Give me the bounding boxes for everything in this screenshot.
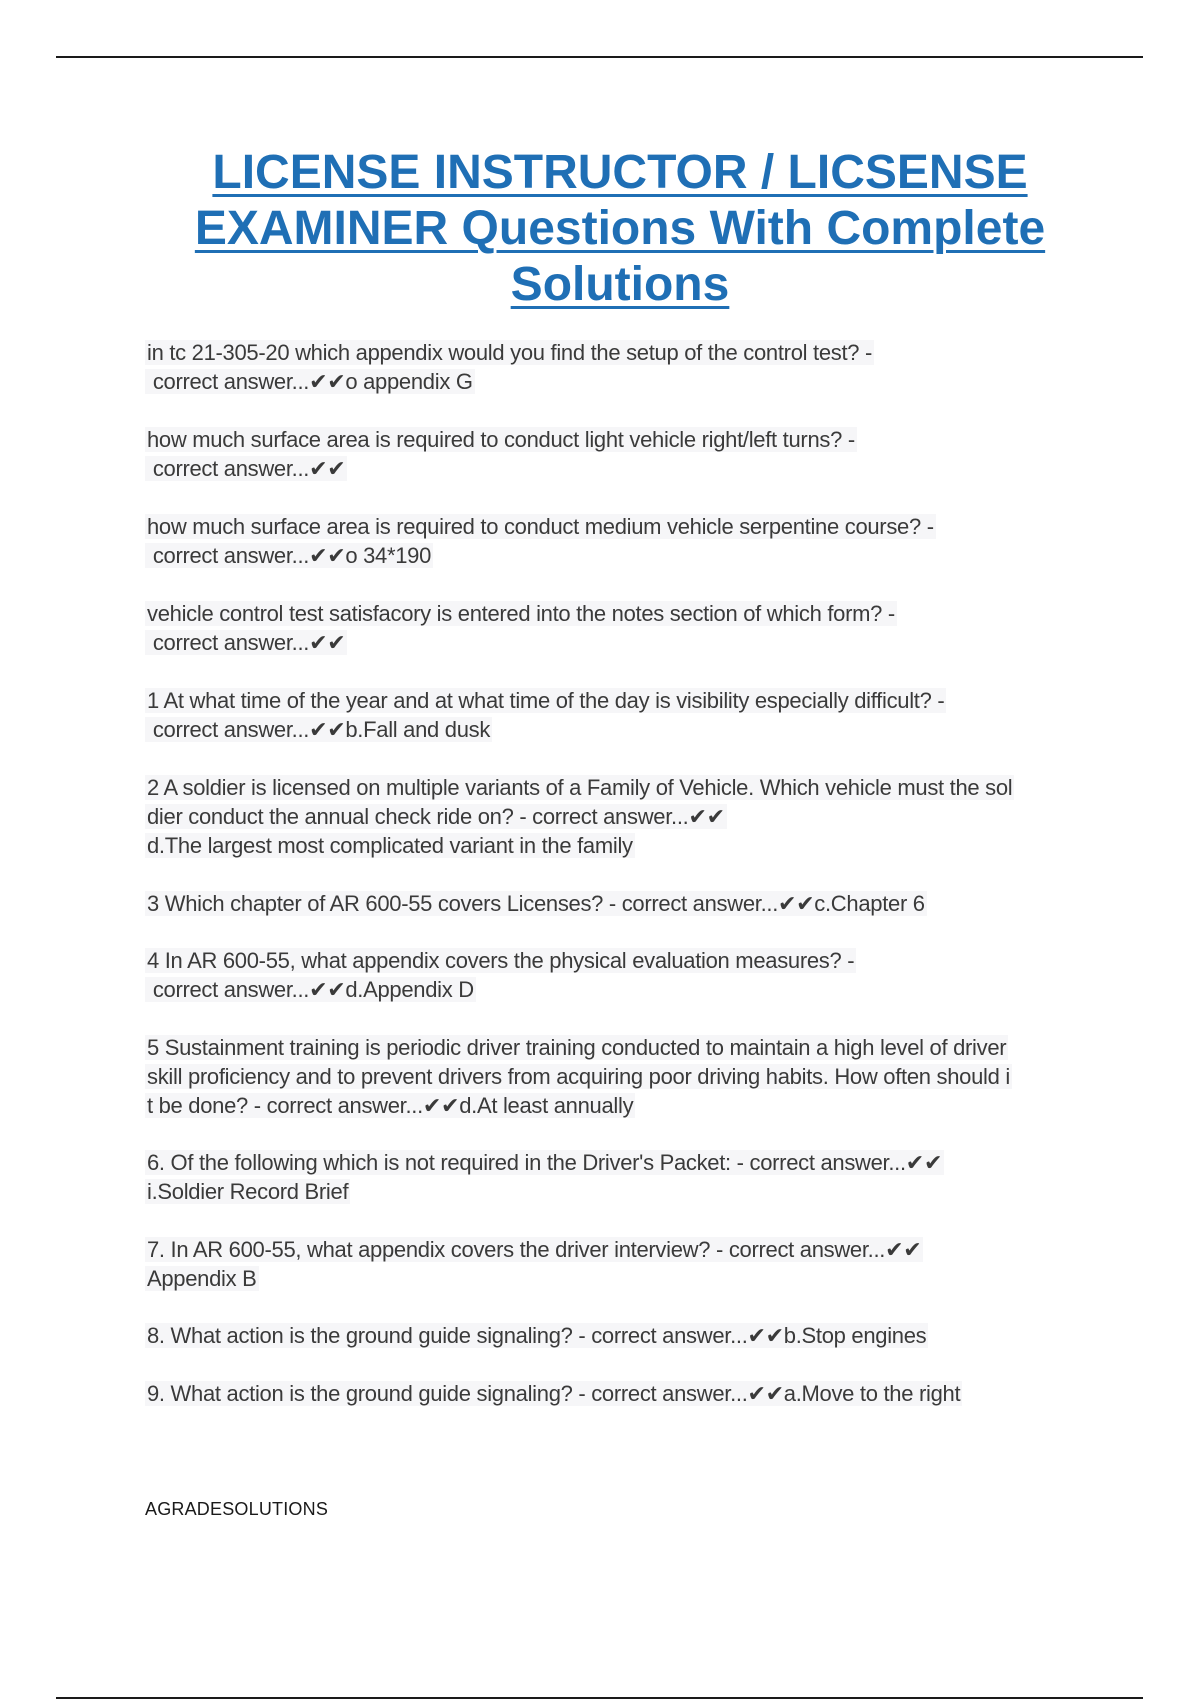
qa-item-11 [145,1235,1095,1293]
qa-text: how much surface area is required to conduct medium vehicle serpentine course? - correct answer...✔✔o 34*190 [147,514,934,568]
qa-item-12 [145,1321,1095,1350]
qa-text: 4 In AR 600-55, what appendix covers the physical evaluation measures? - correct answer...✔✔d.Appendix D [147,948,855,1002]
title-line-2: EXAMINER Questions With Complete [194,202,1046,255]
qa-item-4 [145,599,1095,657]
qa-item-9 [145,1033,1095,1120]
qa-item-13 [145,1379,1095,1408]
qa-item-3 [145,512,1095,570]
footer-brand: AGRADESOLUTIONS [145,1499,329,1519]
qa-text: 3 Which chapter of AR 600-55 covers Licenses? - correct answer...✔✔c.Chapter 6 [147,891,925,916]
qa-item-7 [145,889,1095,918]
qa-item-5 [145,686,1095,744]
qa-text: 9. What action is the ground guide signaling? - correct answer...✔✔a.Move to the right [147,1381,961,1406]
qa-item-1 [145,338,1095,396]
qa-text: vehicle control test satisfacory is entered into the notes section of which form? - correct answer...✔✔ [147,601,895,655]
qa-text: 1 At what time of the year and at what time of the day is visibility especially difficult? - correct answer...✔✔b.Fall and dusk [147,688,945,742]
title-line-1: LICENSE INSTRUCTOR / LICSENSE [212,146,1028,199]
qa-text: 2 A soldier is licensed on multiple variants of a Family of Vehicle. Which vehicle must the sol dier conduct the annual check ride on? - correct answer...✔✔ d.The largest most complicated variant in the family [147,775,1013,858]
qa-text: 6. Of the following which is not required in the Driver's Packet: - correct answer...✔✔ i.Soldier Record Brief [147,1150,943,1204]
qa-text: 8. What action is the ground guide signaling? - correct answer...✔✔b.Stop engines [147,1323,927,1348]
qa-item-8 [145,946,1095,1004]
top-rule [56,56,1143,58]
bottom-rule [56,1697,1143,1699]
qa-item-10 [145,1148,1095,1206]
qa-text: 7. In AR 600-55, what appendix covers the driver interview? - correct answer...✔✔ Appendix B [147,1237,922,1291]
qa-text: in tc 21-305-20 which appendix would you find the setup of the control test? - correct answer...✔✔o appendix G [147,340,873,394]
qa-item-2 [145,425,1095,483]
qa-text: 5 Sustainment training is periodic driver training conducted to maintain a high level of driver skill proficiency and to prevent drivers from acquiring poor driving habits. How often should i t be done? - correct answer...✔✔d.At least annually [147,1035,1010,1118]
qa-item-6 [145,773,1095,860]
title-line-3: Solutions [510,258,730,311]
qa-text: how much surface area is required to conduct light vehicle right/left turns? - correct answer...✔✔ [147,427,855,481]
document-title [130,145,1110,313]
